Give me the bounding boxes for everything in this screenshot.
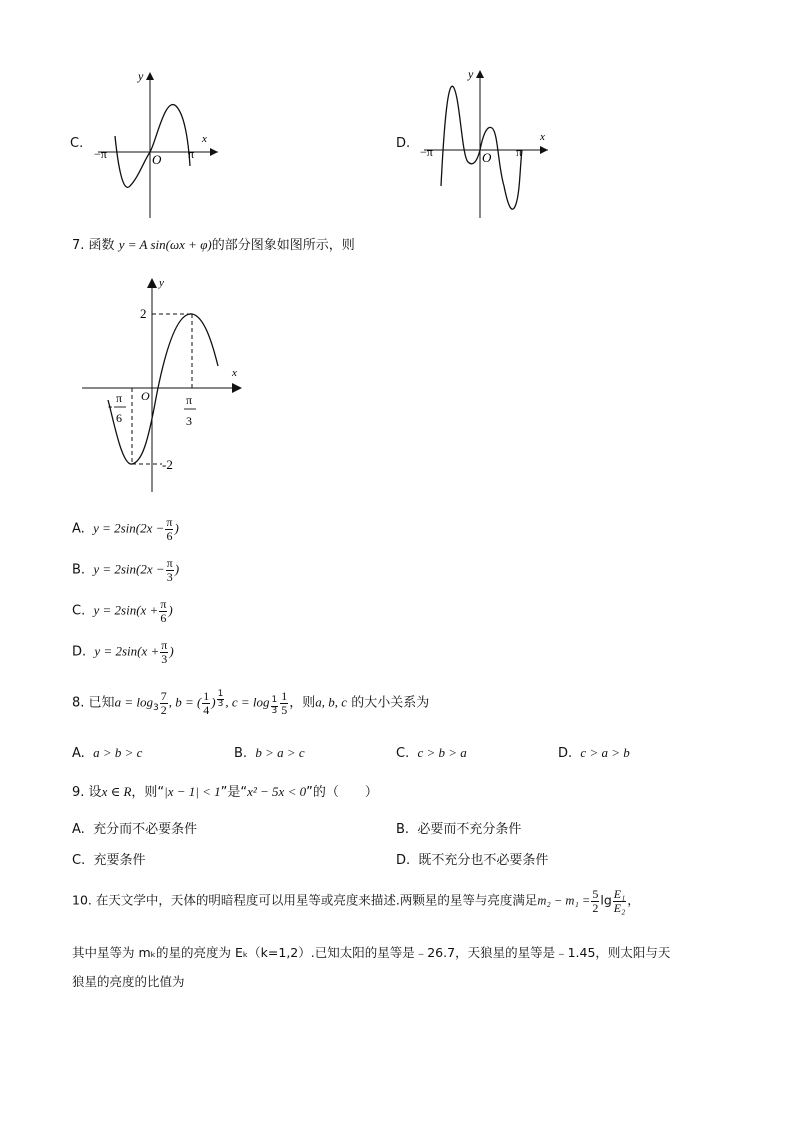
q7-option-a[interactable]: A. y = 2sin(2x − $\frac{\pi}{6}$ ) xyxy=(72,515,179,543)
origin-label: O xyxy=(141,389,150,403)
question-7-stem: 7. 函数 y = A sin(ωx + φ)的部分图象如图所示，则 xyxy=(72,237,355,253)
neg-pi-label: −π xyxy=(94,147,107,161)
x-neg-sign: - xyxy=(108,398,113,413)
y-label: y xyxy=(159,277,164,289)
x-axis-arrow-icon xyxy=(210,148,218,156)
x-neg-num: π xyxy=(116,391,123,405)
q8-option-b[interactable]: B. b > a > c xyxy=(234,745,305,761)
curve xyxy=(441,86,522,209)
curve xyxy=(108,314,218,464)
q8-option-c[interactable]: C. c > b > a xyxy=(396,745,467,761)
q7-option-c[interactable]: C. y = 2sin(x + $\frac{\pi}{6}$ ) xyxy=(72,597,173,625)
x-neg-den: 6 xyxy=(116,411,122,425)
y-label: y xyxy=(138,69,144,83)
question-9-stem: 9. 设x ∈ R，则“|x − 1| < 1”是“x² − 5x < 0”的（ ） xyxy=(72,784,378,800)
y-axis-arrow-icon xyxy=(147,278,157,288)
x-axis-arrow-icon xyxy=(540,146,548,154)
ymin-label: -2 xyxy=(162,457,173,472)
x-label: x xyxy=(202,133,207,145)
q9-option-c[interactable]: C. 充要条件 xyxy=(72,853,146,868)
q7-option-d[interactable]: D. y = 2sin(x + $\frac{\pi}{3}$ ) xyxy=(72,638,174,666)
pi-label: π xyxy=(516,145,523,159)
neg-pi-label: −π xyxy=(420,145,433,159)
q9-option-d[interactable]: D. 既不充分也不必要条件 xyxy=(396,853,549,868)
pi-label: π xyxy=(188,147,195,161)
graph-c xyxy=(90,66,230,226)
y-axis-arrow-icon xyxy=(146,72,154,80)
x-label: x xyxy=(540,131,545,143)
q9-option-a[interactable]: A. 充分而不必要条件 xyxy=(72,822,198,837)
q7-option-b[interactable]: B. y = 2sin(2x − $\frac{\pi}{3}$ ) xyxy=(72,556,180,584)
ymax-label: 2 xyxy=(140,306,147,321)
y-label: y xyxy=(468,67,474,81)
origin-label: O xyxy=(482,150,492,165)
question-8-stem: 8. 已知$a = \log_3$ $\frac{7}{2}$ , b = ( $\frac{1}{4}$ ) $^{\frac{1}{3}}$ , c = log $\frac{1}{3}$ $\frac{1}{5}$ ，则a, b, c 的大小关系为 xyxy=(72,689,430,717)
x-pos-num: π xyxy=(186,393,193,407)
curve xyxy=(115,105,190,188)
q9-option-b[interactable]: B. 必要而不充分条件 xyxy=(396,822,522,837)
x-pos-den: 3 xyxy=(186,414,192,428)
graph-d xyxy=(416,66,556,226)
option-c-label: C. xyxy=(70,136,84,151)
question-10-line1: 10. 在天文学中，天体的明暗程度可以用星等或亮度来描述.两颗星的星等与亮度满足m₂ − m₁ = $\frac{5}{2}$ lg $\frac{\text{E₁}}{\text{E₂}}$ ， xyxy=(72,887,640,915)
question-10-line2: 其中星等为 mₖ的星的亮度为 Eₖ（k=1,2）.已知太阳的星等是﹣26.7，天狼星的星等是﹣1.45，则太阳与天 xyxy=(72,945,671,960)
question-10-line3: 狼星的亮度的比值为 xyxy=(72,974,185,989)
q8-option-d[interactable]: D. c > a > b xyxy=(558,745,630,761)
option-d-label: D. xyxy=(396,136,411,151)
x-label: x xyxy=(232,367,237,379)
question-7-graph xyxy=(78,272,248,496)
q8-option-a[interactable]: A. a > b > c xyxy=(72,745,143,761)
y-axis-arrow-icon xyxy=(476,70,484,78)
x-axis-arrow-icon xyxy=(232,383,242,393)
origin-label: O xyxy=(152,152,162,167)
